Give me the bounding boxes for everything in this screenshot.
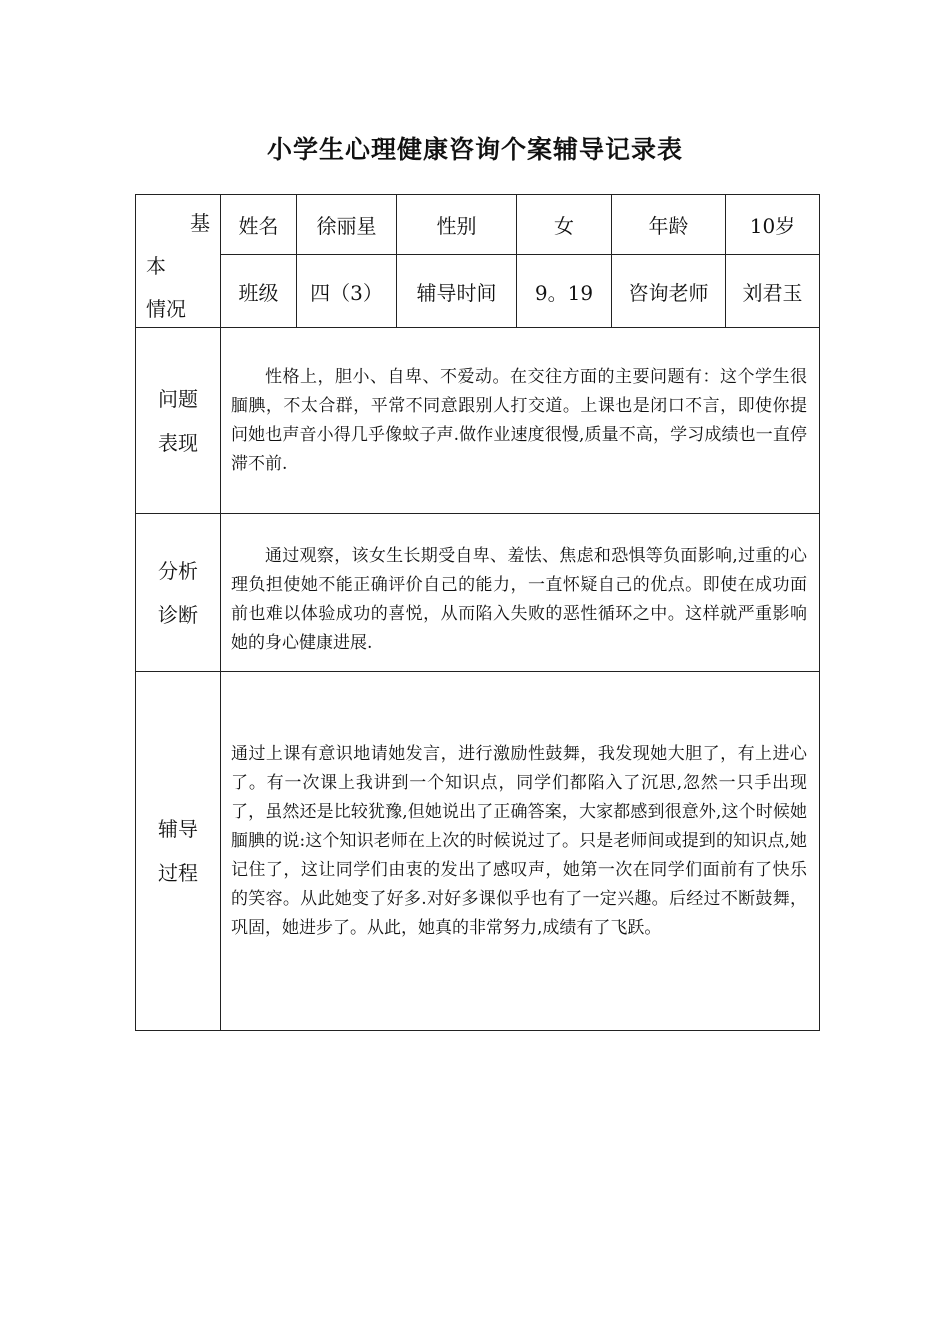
process-label-line-1: 辅导 xyxy=(158,817,198,841)
counsel-time-label: 辅导时间 xyxy=(396,254,517,328)
problem-text: 性格上，胆小、自卑、不爱动。在交往方面的主要问题有：这个学生很腼腆，不太合群，平常不同意跟别人打交道。上课也是闭口不言，即使你提问她也声音小得几乎像蚊子声.做作业速度很慢,质量不高，学习成绩也一直停滞不前. xyxy=(231,366,807,474)
process-text-cell xyxy=(220,671,820,1031)
basic-label-char-2: 本 xyxy=(146,254,166,278)
teacher-value: 刘君玉 xyxy=(725,254,820,328)
analysis-label xyxy=(135,513,221,672)
document-title: 小学生心理健康咨询个案辅导记录表 xyxy=(266,135,683,164)
analysis-label-line-2: 诊断 xyxy=(158,602,198,627)
class-label: 班级 xyxy=(220,254,297,328)
basic-label-char-1: 基 xyxy=(190,211,210,235)
counsel-time-value: 9。19 xyxy=(516,254,612,328)
process-label xyxy=(135,671,221,1031)
analysis-text: 通过观察，该女生长期受自卑、羞怯、焦虑和恐惧等负面影响,过重的心理负担使她不能正确评价自己的能力，一直怀疑自己的优点。即使在成功面前也难以体验成功的喜悦，从而陷入失败的恶性循环之中。这样就严重影响她的身心健康进展. xyxy=(231,545,807,653)
age-value: 10岁 xyxy=(725,194,820,255)
process-text: 通过上课有意识地请她发言，进行激励性鼓舞，我发现她大胆了，有上进心了。有一次课上我讲到一个知识点，同学们都陷入了沉思,忽然一只手出现了，虽然还是比较犹豫,但她说出了正确答案，大家都感到很意外,这个时候她腼腆的说:这个知识老师在上次的时候说过了。只是老师间或提到的知识点,她记住了，这让同学们由衷的发出了感叹声，她第一次在同学们面前有了快乐的笑容。从此她变了好多.对好多课似乎也有了一定兴趣。后经过不断鼓舞，巩固，她进步了。从此，她真的非常努力,成绩有了飞跃。 xyxy=(231,743,807,938)
basic-info-label xyxy=(135,194,221,328)
analysis-text-cell xyxy=(220,513,820,672)
class-value: 四（3） xyxy=(296,254,397,328)
gender-label: 性别 xyxy=(396,194,517,255)
problem-label-line-1: 问题 xyxy=(158,386,198,411)
process-label-line-2: 过程 xyxy=(158,861,198,885)
name-label: 姓名 xyxy=(220,194,297,255)
problem-text-cell xyxy=(220,327,820,514)
age-label: 年龄 xyxy=(611,194,726,255)
name-value: 徐丽星 xyxy=(296,194,397,255)
basic-label-char-3: 情况 xyxy=(146,297,186,321)
problem-label xyxy=(135,327,221,514)
problem-label-line-2: 表现 xyxy=(158,430,198,455)
gender-value: 女 xyxy=(516,194,612,255)
analysis-label-line-1: 分析 xyxy=(158,558,198,583)
teacher-label: 咨询老师 xyxy=(611,254,726,328)
